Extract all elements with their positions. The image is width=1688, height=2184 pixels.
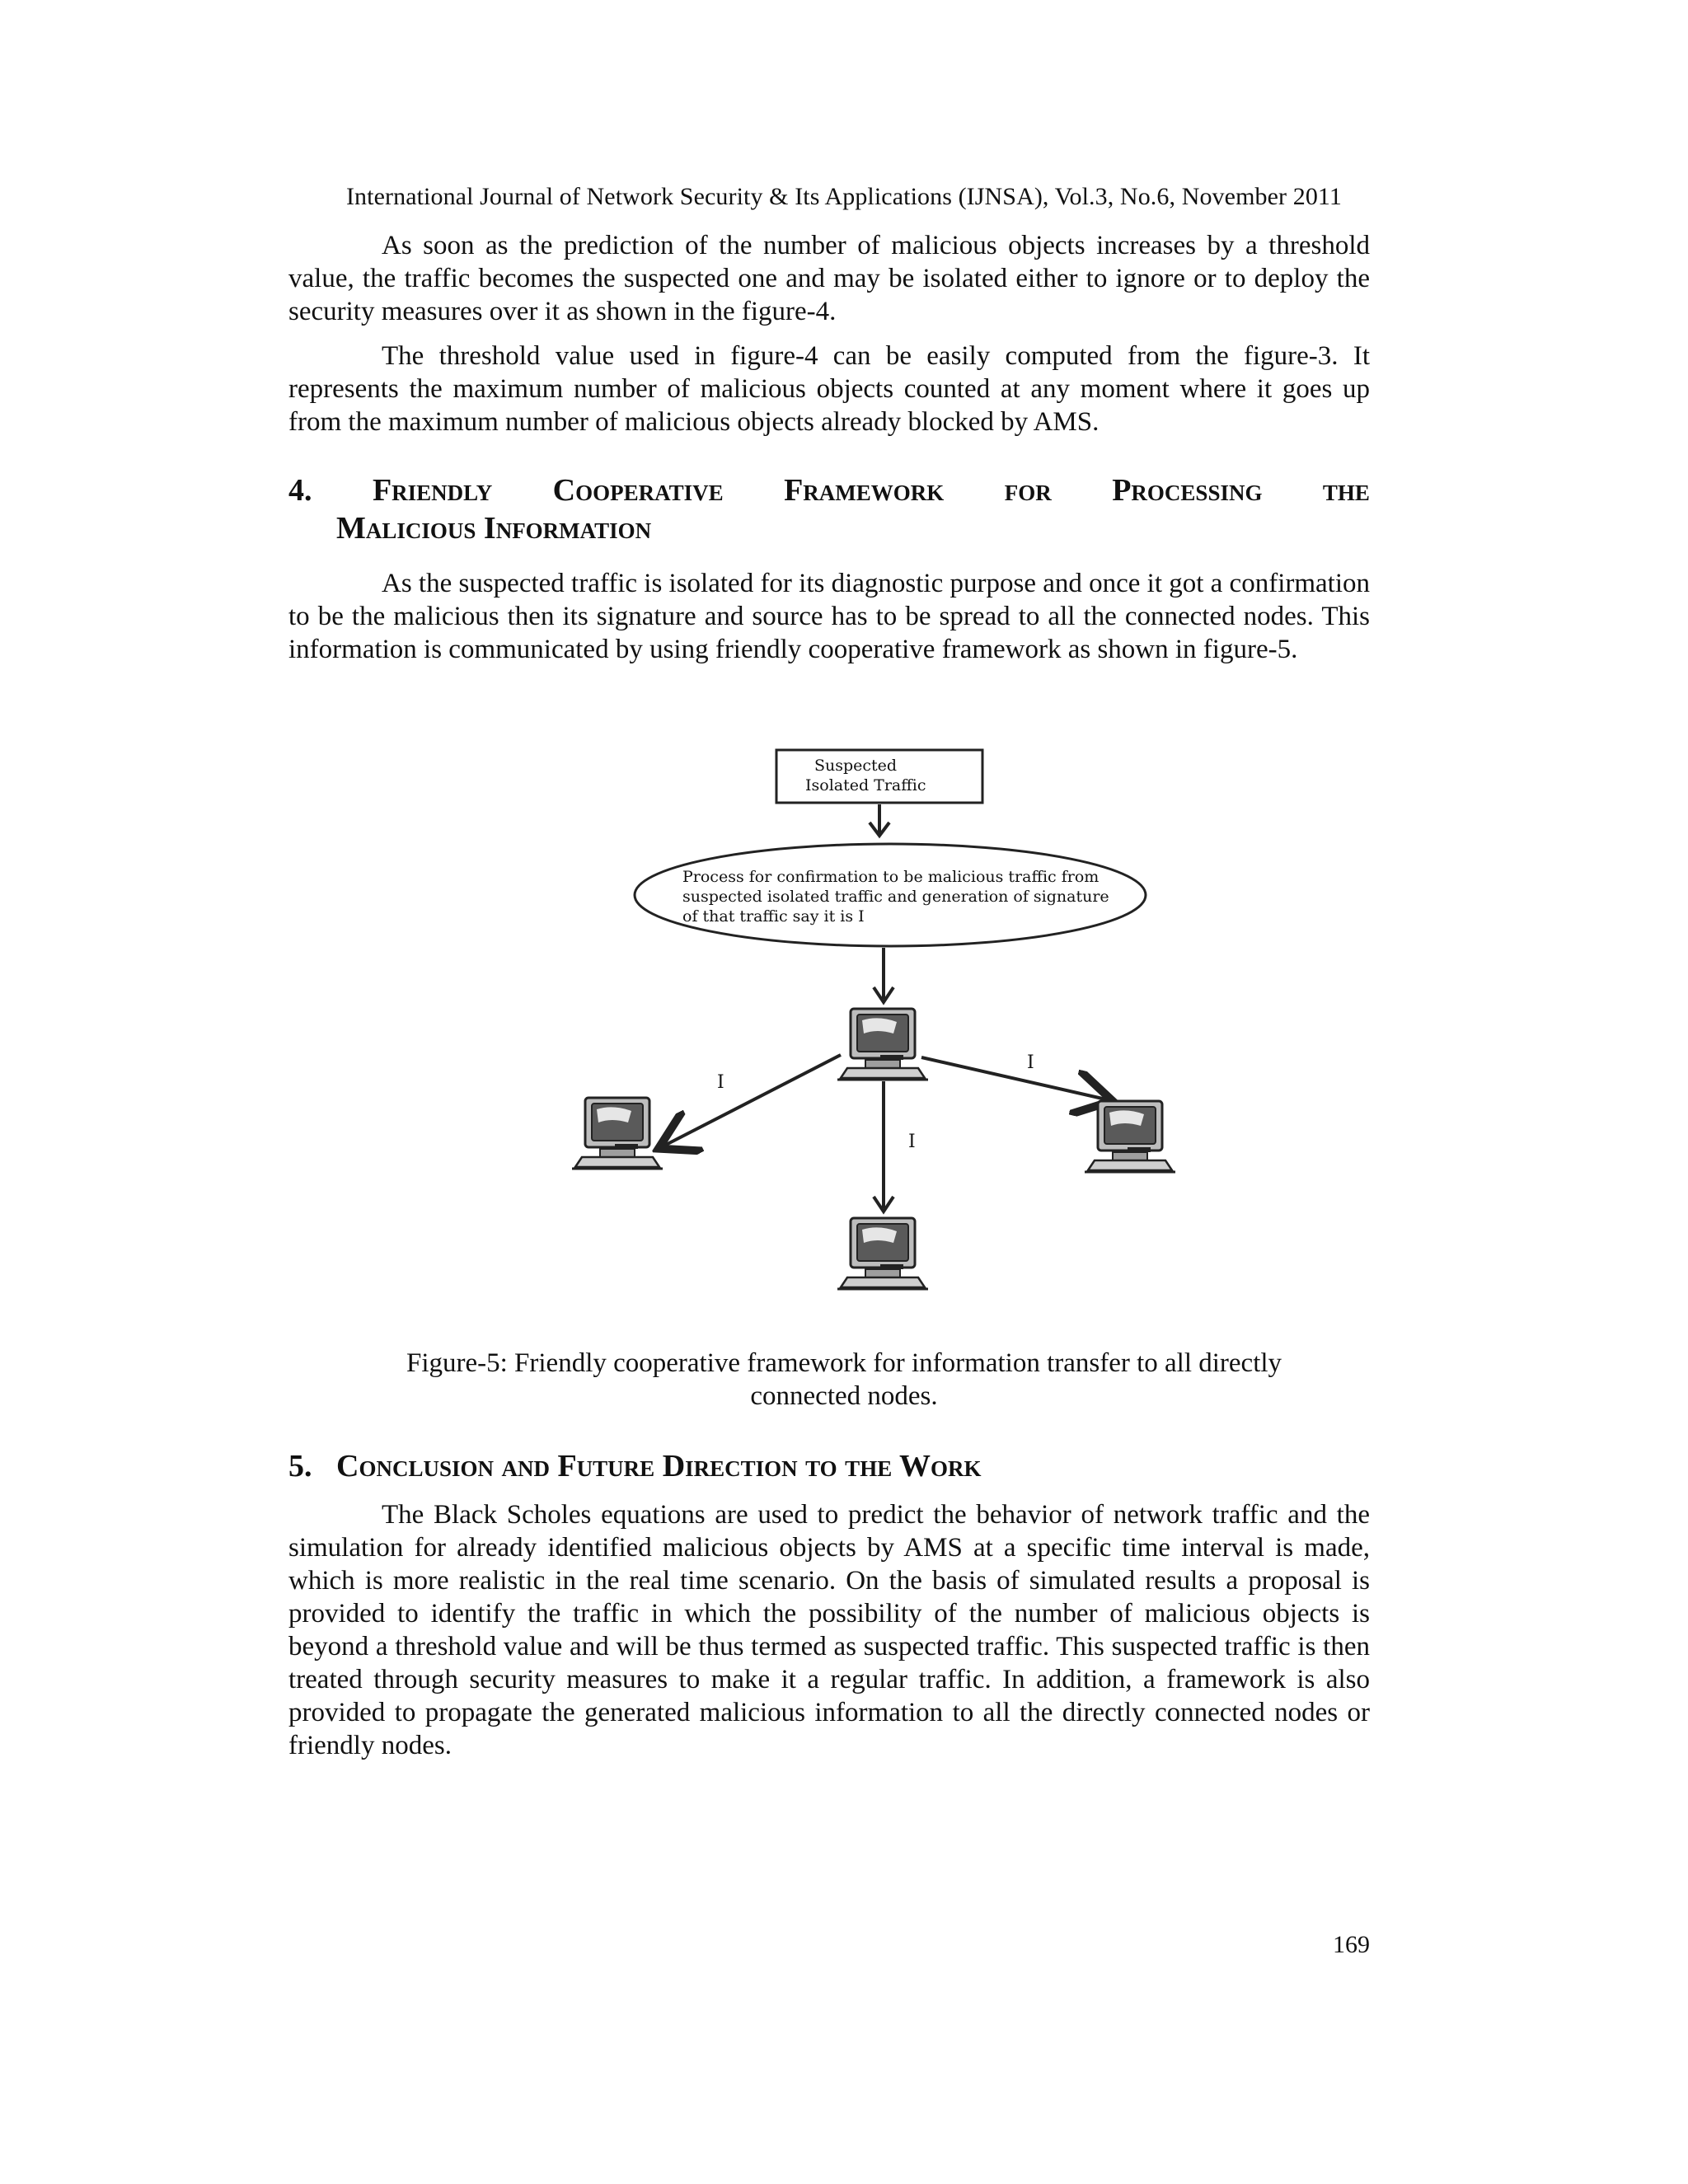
process-text-line3: of that traffic say it is I [682,907,865,926]
journal-header: International Journal of Network Security & Its Applications (IJNSA), Vol.3, No.6, November 2011 [345,183,1343,210]
section-5-paragraph: The Black Scholes equations are used to predict the behavior of network traffic and the simulation for already identified malicious objects by AMS at a specific time interval is made, which is more realistic in the real time scenario. On the basis of simulated results a proposal is provided to identify the traffic in which the possibility of the number of malicious objects is beyond a threshold value and will be thus termed as suspected traffic. This suspected traffic is then treated through security measures to make it a regular traffic. In addition, a framework is also provided to propagate the generated malicious information to all the directly connected nodes or friendly nodes. [288,1500,1370,1760]
section-4-title-line2: Malicious Information [336,511,652,546]
box-label-line1: Suspected [814,757,898,775]
section-5-body [288,1498,1370,1762]
section-4-word: the [1322,473,1370,508]
process-text-line1: Process for confirmation to be malicious traffic from [682,868,1100,886]
section-4-word: Processing [1112,473,1263,508]
section-4-body [288,567,1370,666]
section-5-heading [288,1447,982,1485]
edge-to-right-node [921,1057,1106,1099]
section-5-number: 5. [288,1449,312,1483]
edge-label-down: I [908,1132,916,1152]
section-4-number: 4. [288,473,312,508]
caption-line1: Figure-5: Friendly cooperative framework for information transfer to all directly [406,1348,1282,1378]
intro-text [288,229,1370,438]
section-4-word: Framework [784,473,945,508]
section-5-title: Conclusion and Future Direction to the Work [336,1449,982,1483]
bottom-node-computer-icon [837,1218,928,1289]
section-4-heading [288,471,1370,547]
paragraph-2: The threshold value used in figure-4 can be easily computed from the figure-3. It represents the maximum number of malicious objects counted at any moment where it goes up from the maximum number of malicious objects already blocked by AMS. [288,341,1370,437]
box-label-line2: Isolated Traffic [805,776,926,794]
section-4-word: Friendly [372,473,493,508]
figure-caption [0,1347,1688,1413]
process-text-line2: suspected isolated traffic and generation of signature [682,888,1109,906]
paragraph-1: As soon as the prediction of the number of malicious objects increases by a threshold value, the traffic becomes the suspected one and may be isolated either to ignore or to deploy the security measures over it as shown in the figure-4. [288,231,1370,326]
section-4-word: Cooperative [552,473,724,508]
edge-label-right: I [1027,1052,1034,1073]
page-number: 169 [1333,1931,1370,1958]
edge-to-left-node [664,1055,841,1146]
section-4-word: for [1004,473,1052,508]
edge-label-left: I [717,1072,724,1093]
section-4-paragraph: As the suspected traffic is isolated for its diagnostic purpose and once it got a confirmation to be the malicious then its signature and source has to be spread to all the connected nodes. This information is communicated by using friendly cooperative framework as shown in figure-5. [288,569,1371,664]
central-computer-icon [837,1009,928,1080]
right-node-computer-icon [1085,1101,1175,1172]
left-node-computer-icon [572,1098,663,1169]
caption-line2: connected nodes. [750,1381,938,1411]
framework-diagram [560,742,1187,1319]
